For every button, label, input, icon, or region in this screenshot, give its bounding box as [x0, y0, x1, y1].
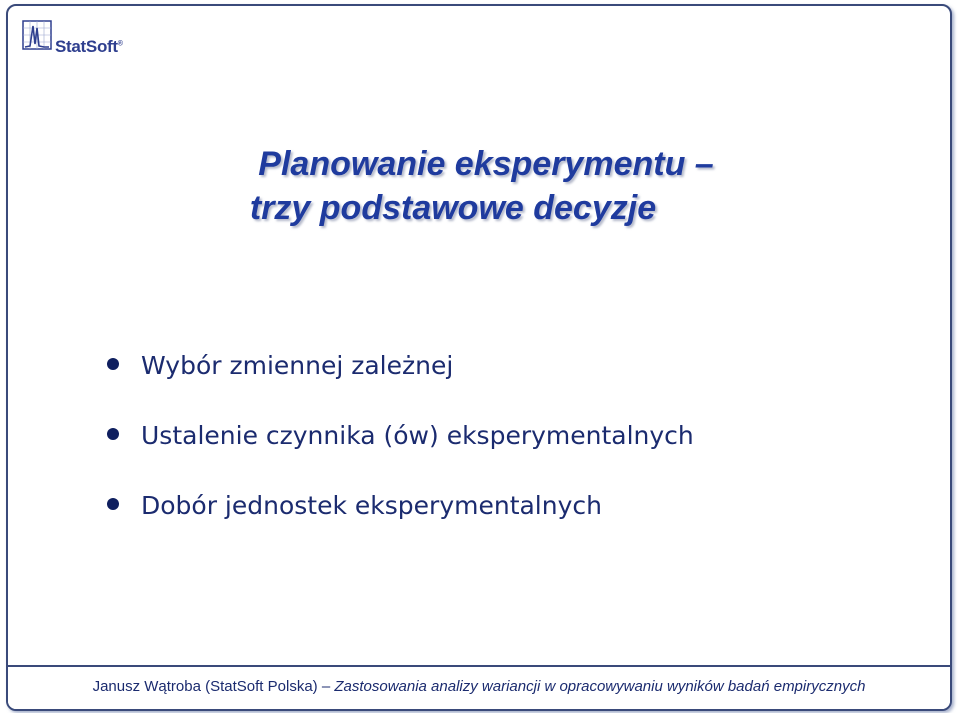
slide [6, 4, 952, 711]
statsoft-chart-icon [22, 20, 52, 50]
statsoft-logo [22, 20, 162, 56]
bullet-text: Dobór jednostek eksperymentalnych [141, 491, 602, 520]
title-line-1: Planowanie eksperymentu – [258, 145, 714, 183]
bullet-icon [107, 358, 119, 370]
footer-topic: Zastosowania analizy wariancji w opracowywaniu wyników badań empirycznych [334, 678, 866, 695]
slide-title [8, 142, 952, 230]
bullet-icon [107, 428, 119, 440]
title-line-2: trzy podstawowe decyzje [249, 189, 657, 227]
statsoft-wordmark: StatSoft® [55, 37, 123, 56]
footer-author: Janusz Wątroba (StatSoft Polska) – [92, 678, 335, 695]
bullet-text: Ustalenie czynnika (ów) eksperymentalnych [141, 421, 694, 450]
bullet-text: Wybór zmiennej zależnej [141, 351, 454, 380]
bullet-icon [107, 498, 119, 510]
slide-footer [8, 665, 950, 709]
